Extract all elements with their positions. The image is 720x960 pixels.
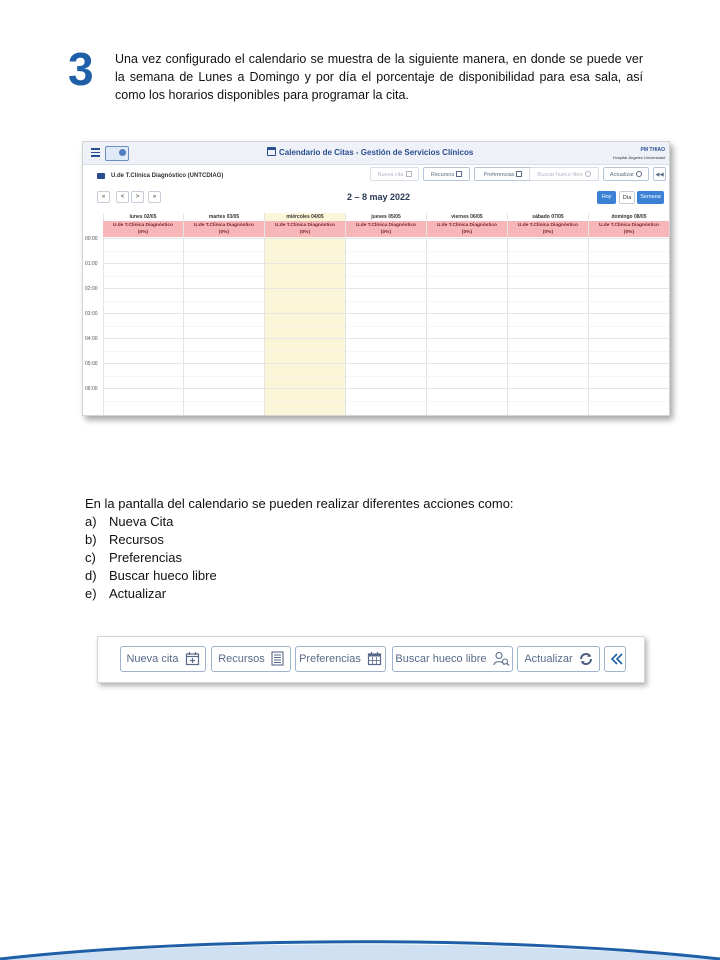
day-resource-name: U.de T.Clínica Diagnóstico [113,223,173,228]
app-title-text: Calendario de Citas - Gestión de Servicios Clínicos [279,148,474,157]
person-search-icon [585,171,591,177]
new-appointment-button[interactable] [370,167,419,181]
day-resource-name: U.de T.Clínica Diagnóstico [275,223,335,228]
day-availability: (0%) [542,230,554,235]
hour-line [103,388,669,389]
action-item [85,567,645,585]
day-column[interactable] [427,213,508,415]
day-resource-band [427,221,507,237]
hour-label: 02:00 [85,286,98,292]
navigation-row [83,189,669,205]
day-resource-name: U.de T.Clínica Diagnóstico [437,223,497,228]
action-text: Buscar hueco libre [109,568,217,583]
briefcase-icon [97,173,105,179]
hour-line [103,338,669,339]
day-availability: (0%) [380,230,392,235]
day-availability: (0%) [137,230,149,235]
action-text: Nueva Cita [109,514,174,529]
action-item [85,513,645,531]
day-resource-name: U.de T.Clínica Diagnóstico [194,223,254,228]
week-view-button[interactable]: Semana [637,191,664,204]
calendar-icon [367,651,382,666]
half-hour-line [103,276,669,277]
day-header: miércoles 04/05 [286,214,324,220]
zoom-new-appointment-button[interactable] [120,646,206,672]
hour-line [103,238,669,239]
app-logo [105,146,129,161]
day-header: jueves 05/05 [371,214,401,220]
day-resource-band [103,221,183,237]
zoom-search-slot-button[interactable] [392,646,513,672]
step-number: 3 [68,43,94,95]
intro-paragraph: Una vez configurado el calendario se muestra de la siguiente manera, en donde se puede ver la semana de Lunes a Domingo y por día el porcentaje de disponibilidad para esa sala, así como los horarios disponibles para programar la cita. [115,52,643,102]
last-button[interactable]: » [148,191,161,203]
hour-label: 03:00 [85,311,98,317]
hour-line [103,313,669,314]
actions-intro: En la pantalla del calendario se pueden realizar diferentes acciones como: [85,496,514,511]
hour-line [103,263,669,264]
day-resource-band [184,221,264,237]
half-hour-line [103,301,669,302]
refresh-icon [636,171,642,177]
day-column[interactable] [589,213,670,415]
action-letter: d) [85,568,97,583]
day-header: martes 03/05 [208,214,240,220]
day-column[interactable] [184,213,265,415]
actions-list [85,513,645,603]
day-column[interactable] [346,213,427,415]
next-button[interactable]: > [131,191,144,203]
hour-label: 04:00 [85,336,98,342]
day-header: sábado 07/05 [532,214,564,220]
hour-line [103,288,669,289]
zoom-new-appointment-label: Nueva cita [126,653,179,665]
calendar-screenshot [82,141,670,416]
new-appointment-label: Nueva cita [377,172,404,178]
refresh-label: Actualizar [609,172,635,178]
day-header: viernes 06/05 [451,214,483,220]
action-item [85,531,645,549]
zoom-refresh-button[interactable] [517,646,600,672]
day-resource-band [346,221,426,237]
zoom-search-slot-label: Buscar hueco libre [395,653,487,665]
day-header: domingo 08/05 [611,214,647,220]
action-item [85,549,645,567]
actions-section [85,495,645,603]
hour-label: 01:00 [85,261,98,267]
refresh-button[interactable] [603,167,649,181]
calendar-plus-icon [406,171,412,177]
action-item [85,585,645,603]
hour-label: 00:00 [85,236,98,242]
day-resource-band [589,221,669,237]
hour-line [103,363,669,364]
time-column [83,213,104,415]
calendar-icon [516,171,522,177]
action-letter: c) [85,550,96,565]
first-button[interactable]: « [97,191,110,203]
app-header [83,142,669,165]
day-resource-band [508,221,588,237]
menu-icon[interactable] [91,148,100,156]
day-column[interactable] [508,213,589,415]
today-button[interactable]: Hoy [597,191,616,204]
action-text: Preferencias [109,550,182,565]
date-range: 2 – 8 may 2022 [347,192,411,202]
prev-button[interactable]: < [116,191,129,203]
half-hour-line [103,351,669,352]
collapse-icon: ◀◀ [655,172,664,178]
resources-button[interactable] [423,167,470,181]
list-icon [456,171,462,177]
hour-label: 05:00 [85,361,98,367]
half-hour-line [103,326,669,327]
search-slot-label: Buscar hueco libre [537,172,583,178]
zoom-refresh-label: Actualizar [524,653,573,665]
day-view-button[interactable]: Día [619,191,635,204]
day-column[interactable] [265,213,346,415]
resources-label: Recursos [430,172,455,178]
collapse-button[interactable] [653,167,666,181]
preferences-button[interactable] [474,167,532,181]
calendar-plus-icon [185,651,200,666]
toolbar-screenshot [97,636,645,683]
day-availability: (0%) [218,230,230,235]
zoom-resources-button[interactable] [211,646,291,672]
refresh-icon [579,652,593,666]
person-search-icon [493,651,510,666]
action-text: Actualizar [109,586,167,601]
half-hour-line [103,401,669,402]
half-hour-line [103,251,669,252]
day-resource-band [265,221,345,237]
action-text: Recursos [109,532,164,547]
user-info [613,146,665,162]
day-availability: (0%) [461,230,473,235]
day-availability: (0%) [623,230,635,235]
user-name: PM THIAO [640,147,665,153]
preferences-label: Preferencias [483,172,515,178]
resource-name: U.de T.Clínica Diagnóstico (UNTCDIAG) [111,173,224,179]
hospital-name: Hospital Ángeles Universidad [612,155,665,160]
day-column[interactable] [103,213,184,415]
day-resource-name: U.de T.Clínica Diagnóstico [599,223,659,228]
zoom-preferences-button[interactable] [295,646,386,672]
half-hour-line [103,376,669,377]
footer-swoosh [0,925,720,960]
zoom-collapse-button[interactable] [604,646,626,672]
action-letter: a) [85,514,97,529]
list-icon [271,651,284,666]
day-resource-name: U.de T.Clínica Diagnóstico [518,223,578,228]
collapse-icon [610,652,624,666]
calendar-icon [267,147,276,156]
day-resource-name: U.de T.Clínica Diagnóstico [356,223,416,228]
day-availability: (0%) [299,230,311,235]
search-slot-button[interactable] [529,167,599,181]
calendar-grid [83,213,669,415]
action-letter: b) [85,532,97,547]
app-title [267,147,473,157]
action-letter: e) [85,586,97,601]
day-header: lunes 02/05 [129,214,157,220]
zoom-preferences-label: Preferencias [299,653,361,665]
hour-label: 06:00 [85,386,98,392]
zoom-resources-label: Recursos [218,653,265,665]
